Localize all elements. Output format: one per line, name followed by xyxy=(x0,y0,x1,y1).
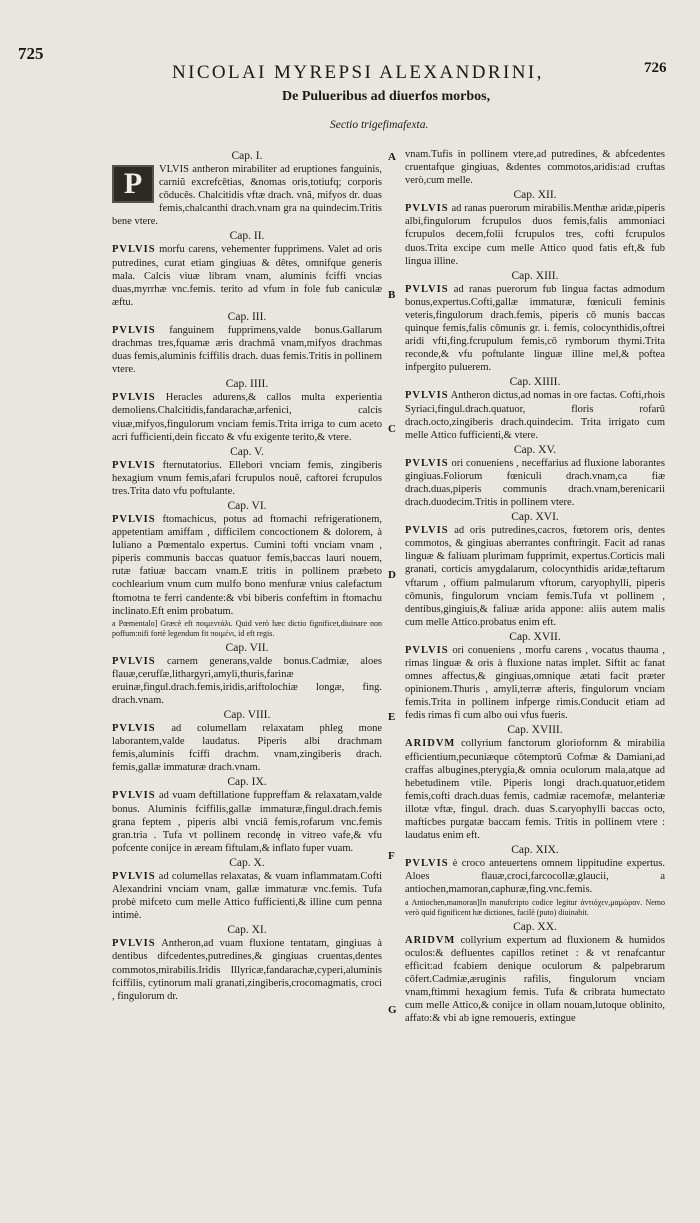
chapter-heading: Cap. XI. xyxy=(227,924,267,937)
paragraph-text: ftomachicus, potus ad ftomachi refrigerationem, appetentiam amiffam , difficilem concoctionem & dolorem, à Iuliano a Pœmentalo expertus. Cumini tofti vnciam vnam , piperis communis baccas quatuor femis,baccas lauri nouem, rutæ fatiuæ baccam vnam.E tritis in pollinem præbeto cochlearium vnum cum mulfo bono menfuræ vnius calefactum ftomotna te ferri candente:& vbi biberis confeftim in ftomachu inclinato.Eft enim probatum. xyxy=(112,513,382,617)
chapter-heading: Cap. VI. xyxy=(227,499,267,512)
lead-word: PVLVIS xyxy=(112,459,156,471)
paragraph-text: VLVIS antheron mirabiliter ad eruptiones fanguinis, carniũ excrefcētias, &nomas oris,totiufq; corporis cōducēs. Chalcitidis vftæ drach. vnã, mifyos dr. duas femis,chalcanthi drach.vnam gra na quindecim.Tritis bene vtere. xyxy=(112,164,382,228)
paragraph-text: ad columellas relaxatas, & vuam inflammatam.Cofti Alexandrini vnciam vnam, gallæ immaturæ vnc.femis. Tufa probè mifceto cum melle Attico fufficienti,& illine cum penna intimè. xyxy=(112,870,382,922)
recipe-paragraph xyxy=(112,391,382,443)
chapter-heading: Cap. III. xyxy=(227,310,267,323)
recipe-paragraph xyxy=(112,459,382,498)
lead-word: PVLVIS xyxy=(405,283,449,295)
section-heading: Sectio trigefimafexta. xyxy=(330,119,429,131)
paragraph-text: è croco anteuertens omnem lippitudine expertus. Aloes flauæ,croci,farcocollæ,glaucii, a antiochen,mamoran,caphuræ,fing.vnc.femis. xyxy=(405,858,665,896)
decorated-initial: P xyxy=(112,165,154,203)
annotation-note: a Antiochen,mamoran]In manufcripto codice legitur ἀντιόχεν,μαμώραν. Nemo verò quid fignificent hæ dictiones, facilè (puto) diuinabit. xyxy=(405,897,665,917)
right-column xyxy=(405,148,665,1025)
paragraph-text: ad ranas puerorum fub lingua factas admodum bonus,expertus.Cofti,gallæ immaturæ, fœniculi feminis veteris,fingulorum drach.femis, piperis cō munis baccas quinque femis,falis cōmunis gr. i. femis, colocynthidis,oftrei aridi vfti,fing.fcrupulum femis,cō rymborum thymi.Trita reconde,& vfu poftulante linguæ illine mel,& poftea infpergito puluerem. xyxy=(405,283,665,374)
recipe-paragraph xyxy=(112,870,382,922)
recipe-paragraph xyxy=(405,644,665,723)
paragraph-text: ori conueniens , neceffarius ad fluxione laborantes gingiuas.Foliorum fœniculi drach.vnam,ca fiæ drach.duas,piperis communis drach.vnam,berenicarii drach.duodecim.Tritis in pollinem vtere. xyxy=(405,457,665,509)
chapter-heading: Cap. XVII. xyxy=(509,630,561,643)
chapter-heading: Cap. IIII. xyxy=(225,378,269,391)
lead-word: PVLVIS xyxy=(405,203,449,215)
chapter-heading: Cap. I. xyxy=(231,150,263,162)
paragraph-text: morfu carens, vehementer fupprimens. Valet ad oris putredines, curat etiam gingiuas & dētes, omnifque generis mala. Calcis viuæ libram vnam, aluminis fciffi vncias duas,myrrhæ vnc.femis. terito ad vfum in fole fub caniculæ æftu. xyxy=(112,244,382,308)
margin-letter-a: A xyxy=(388,151,396,163)
recipe-paragraph xyxy=(405,202,665,267)
chapter-heading: Cap. XIII. xyxy=(511,269,559,282)
lead-word: PVLVIS xyxy=(405,644,449,656)
lead-word: PVLVIS xyxy=(405,858,449,870)
chapter-heading: Cap. XVI. xyxy=(511,511,559,524)
running-title: NICOLAI MYREPSI ALEXANDRINI, xyxy=(172,62,544,83)
paragraph-text: ad vuam deftillatione fuppreffam & relaxatam,valde bonus. Aluminis fciffilis,gallæ immaturæ,fingul.drach.femis grana feptem , piperis albi vnciã femis,rofarum vnc.femis gran.tria . Tufa vt pollinem recondę in vitreo vafe,& vfu pofcente conijce in æream fiftulam,& inflato fuper vuam. xyxy=(112,790,382,854)
recipe-paragraph xyxy=(405,737,665,842)
lead-word: PVLVIS xyxy=(405,525,449,537)
paragraph-text: Antheron dictus,ad nomas in ore factas. Cofti,rhois Syriaci,fingul.drach.quatuor, floris rofarũ drach.octo,zingiberis drach.quindecim. Trita irrigato cum melle Attico fufficienti,& vtere. xyxy=(405,390,665,441)
chapter-heading: Cap. VII. xyxy=(225,641,269,654)
margin-letter-e: E xyxy=(388,711,396,723)
recipe-paragraph xyxy=(112,655,382,707)
recipe-paragraph xyxy=(112,937,382,1002)
lead-word: PVLVIS xyxy=(112,392,156,404)
paragraph-text: ori conueniens , morfu carens , vocatus thauma , rimas linguæ & oris à fluxione natas implet. Siftit ac fanat omnes affectus,& gingiuas,omnique ætati facit præter opinionem.Thuris , amyli,terræ afteris, fingulorum vnciam femis.Trita in pollinem infperge rimis.Conducit etiam ad fedis rimas fi cum albo oui vfus fueris. xyxy=(405,644,665,722)
lead-word: PVLVIS xyxy=(405,390,449,402)
recipe-paragraph xyxy=(112,722,382,774)
paragraph-text: ad oris putredines,cacros, fœtorem oris, dentes commotos, & gingiuas aberrantes conftringit. Facit ad ranas linguæ & faliuam plurimam fupprimit, expertus.Corticis mali granati, corticis amygdalarum, colocynthidis aridæ,teftarum vftarum , offium palmularum vftorum, caryophylli, piperis cōmunis, fingulorum vnciam femis.Tufa vt pollinem , dentibus,gingiuis,& faliuæ arida appone: aliis autem malis cum melle Attico.probatus enim eft. xyxy=(405,525,665,628)
left-column xyxy=(112,148,382,1003)
paragraph-text: vnam.Tufis in pollinem vtere,ad putredines, & abfcedentes cruentafque gingiuas, &dentes commotos,aridis:ad cruftas verò,cum melle. xyxy=(405,149,665,187)
chapter-heading: Cap. XII. xyxy=(513,189,557,202)
recipe-paragraph xyxy=(112,789,382,854)
lead-word: PVLVIS xyxy=(112,655,156,667)
lead-word: PVLVIS xyxy=(112,870,156,882)
lead-word: ARIDVM xyxy=(405,738,456,750)
paragraph-text: carnem generans,valde bonus.Cadmiæ, aloes flauæ,cerufſæ,lithargyri,amyli,thuris,farinæ eruinæ,fingul.drach.femis,iridis,ariftolochiæ longæ, fing. drach.vnam. xyxy=(112,655,382,706)
chapter-heading: Cap. IX. xyxy=(227,776,267,789)
paragraph-text: Antheron,ad vuam fluxione tentatam, gingiuas à dentibus difcedentes,putredines,& gingiuas cruentas,dentes commotos,mirabilis.Iridis Illyricæ,fandarachæ,cyperi,aluminis fciffilis, cytinorum mali granati,zingiberis,crocomagmatis, croci , fingulorum dr. xyxy=(112,938,382,1002)
chapter-heading: Cap. XX. xyxy=(513,920,557,933)
annotation-note: a Pœmentalo] Græcè eft ποιμεντάλι. Quid verò hæc dictio fignificet,diuinare non poffum:nifi fortè legendum fit ποιμένι, id eft regis. xyxy=(112,618,382,638)
recipe-paragraph xyxy=(405,148,665,187)
recipe-paragraph xyxy=(405,389,665,441)
chapter-heading: Cap. XIX. xyxy=(511,844,559,857)
lead-word: ARIDVM xyxy=(405,934,456,946)
recipe-paragraph xyxy=(112,513,382,618)
page-subtitle: De Pulueribus ad diuerfos morbos, xyxy=(282,89,491,104)
page-number-right: 726 xyxy=(644,60,667,76)
recipe-paragraph xyxy=(405,524,665,629)
paragraph-text: fanguinem fupprimens,valde bonus.Gallarum drachmas tres,fquamæ æris drachmã vnam,mifyos drachmas duas femis,aluminis fciffilis drach. duas femis.Tritis in pollinem vtere. xyxy=(112,324,382,376)
margin-letter-c: C xyxy=(388,423,396,435)
chapter-heading: Cap. II. xyxy=(229,230,265,243)
lead-word: PVLVIS xyxy=(112,324,156,336)
lead-word: PVLVIS xyxy=(112,513,156,525)
recipe-paragraph xyxy=(112,163,382,228)
paragraph-text: collyrium fanctorum gloriofornm & mirabilia efficientium,pecuniæque cōtemptorũ Cofmæ & Damiani,ad craffas albugines,pterygia,& omnia oculorum mala,atque ad hebetudinem vtile. Piperis longi drach.quatuor,etidem femis,cofti drach.duas femis, cadmiæ racemofæ, melanteriæ illotæ vftæ, fingul. drach. duas S.caryophylli baccas octo, mafticbes purgatæ baccam femis. Tritis in pollinem vtere : laudatus enim eft. xyxy=(405,738,665,842)
chapter-heading: Cap. V. xyxy=(230,445,264,458)
lead-word: PVLVIS xyxy=(112,723,156,735)
paragraph-text: ad ranas puerorum mirabilis.Menthæ aridæ,piperis albi,fingulorum fcrupulos duos femis,falis ammoniaci fcrupulos decem,folii fcrupulos tres, cofti fcrupulos duos.Trita excipe cum melle Attico quod fatis eft,& fub lingua illine. xyxy=(405,203,665,267)
recipe-paragraph xyxy=(112,324,382,376)
recipe-paragraph xyxy=(405,934,665,1026)
lead-word: PVLVIS xyxy=(112,938,156,950)
margin-letter-b: B xyxy=(388,289,396,301)
paragraph-text: fternutatorius. Ellebori vnciam femis, zingiberis hexagium vnum femis,afari fcrupulos nouẽ, caftorei fcrupulos tres.Trita dato vfu poftulante. xyxy=(112,459,382,497)
margin-letter-g: G xyxy=(388,1004,397,1016)
lead-word: PVLVIS xyxy=(112,790,156,802)
recipe-paragraph xyxy=(112,243,382,308)
chapter-heading: Cap. VIII. xyxy=(223,709,271,722)
page-number-left: 725 xyxy=(18,44,44,63)
paragraph-text: ad columellam relaxatam phleg mone laborantem,valde laudatus. Piperis albi drachmam femis,aluminis fciffi drachm. vnam,zingiberis drach. femis,gallæ immaturæ drach.vnam. xyxy=(112,723,382,774)
recipe-paragraph xyxy=(405,457,665,509)
paragraph-text: collyrium expertum ad fluxionem & humidos oculos:& defluentes capillos retinet : & vt renafcantur efficit:ad fcabiem denique oculorum & palpebrarum cōfert.Cadmiæ,æruginis rafilis, fingulorum vnciam vnam,ftimmi hexagium femis. Tufa & cribrata humectato cum melle Attico,& conijce in ollam nouam,lutoque oblinito, affato:& vbi ab igne remoueris, extingue xyxy=(405,934,665,1025)
chapter-heading: Cap. XVIII. xyxy=(507,724,563,737)
lead-word: PVLVIS xyxy=(112,244,156,256)
paragraph-text: Heracles adurens,& callos multa experientia demoliens.Chalcitidis,fandarachæ,arfenici, calcis viuæ,mifyos,fingulorum vnciam femis.Trita irriga to cum aceto acri fufficienti,dein ficcato & vfu exigente terito,& vtere. xyxy=(112,392,382,443)
lead-word: PVLVIS xyxy=(405,457,449,469)
chapter-heading: Cap. XV. xyxy=(513,443,557,456)
chapter-heading: Cap. XIIII. xyxy=(509,376,561,389)
recipe-paragraph xyxy=(405,857,665,896)
margin-letter-d: D xyxy=(388,569,396,581)
chapter-heading: Cap. X. xyxy=(229,856,265,869)
margin-letter-f: F xyxy=(388,850,395,862)
recipe-paragraph xyxy=(405,283,665,375)
